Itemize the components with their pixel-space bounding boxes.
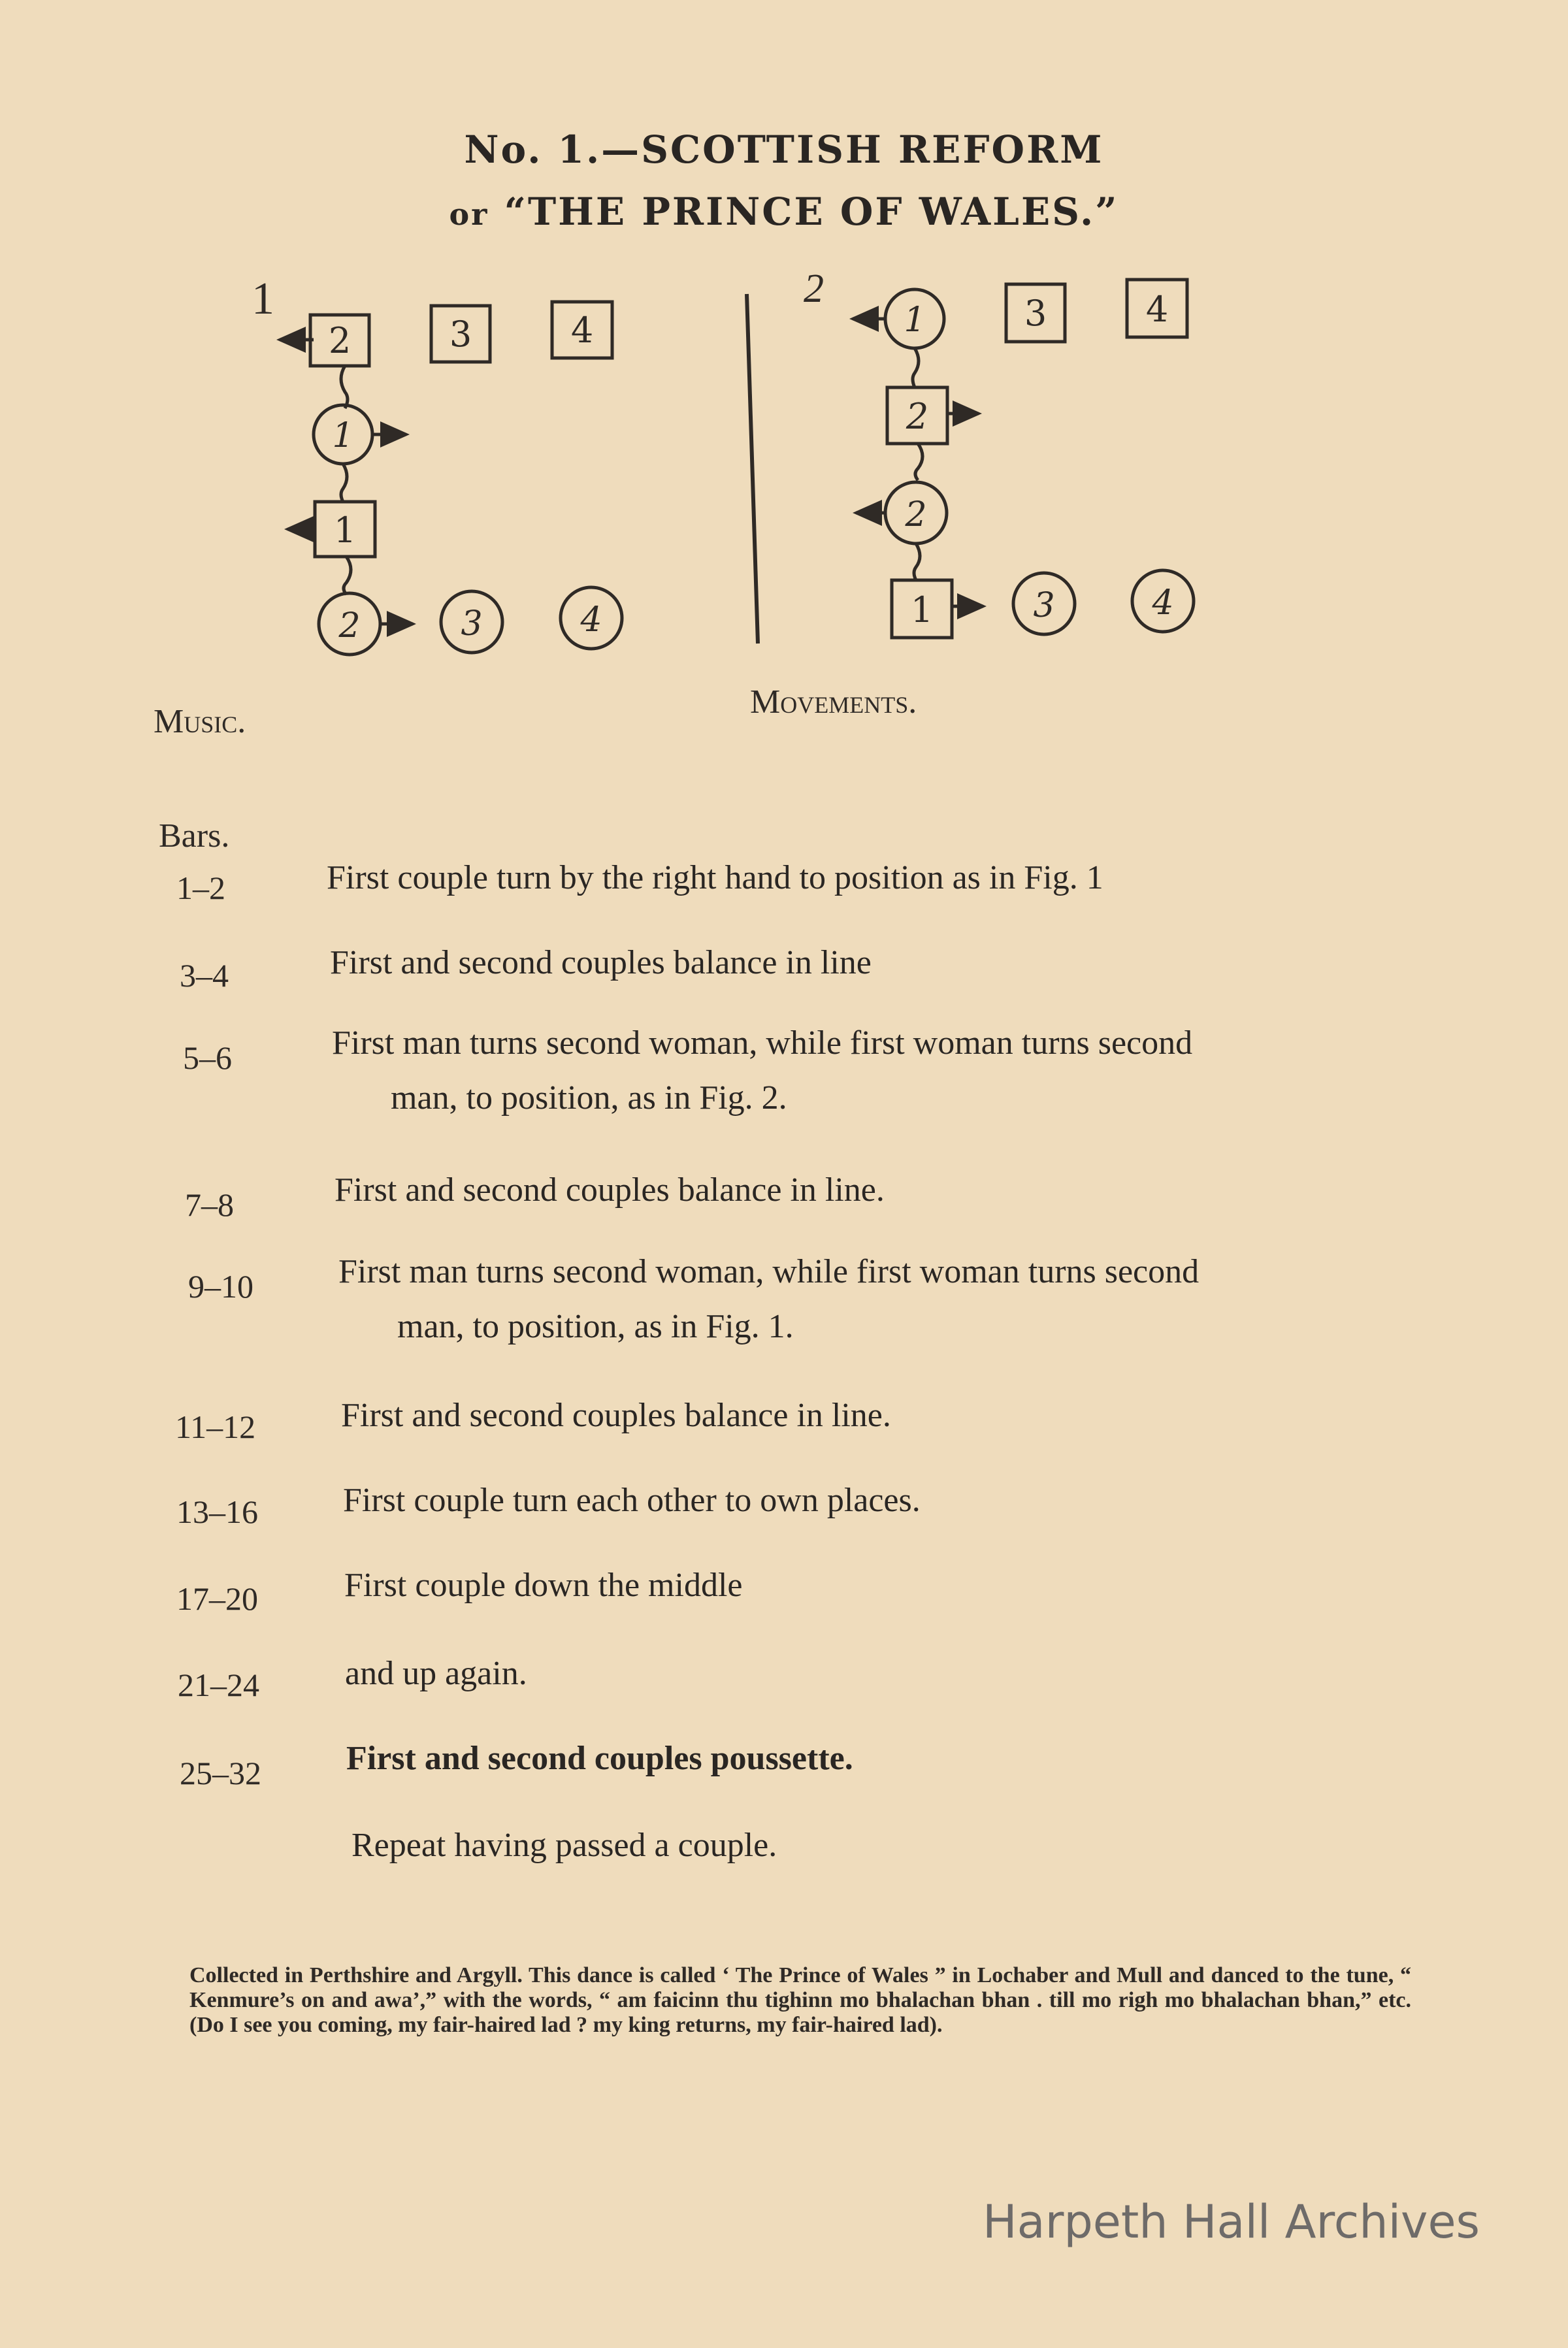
fig1-circle-3-label: 3 [461, 604, 483, 644]
movement-text: First man turns second woman, while first woman turns second man, to position, as in Fig. 2. [332, 1024, 1193, 1117]
fig1-link-3 [344, 557, 351, 595]
movement-text: First and second couples balance in line. [341, 1397, 891, 1434]
fig1-square-3-label: 3 [449, 314, 472, 355]
movement-text: Repeat having passed a couple. [351, 1827, 777, 1864]
bars-value: 9–10 [188, 1268, 253, 1305]
archive-watermark: Harpeth Hall Archives [983, 2195, 1480, 2249]
movement-text: First man turns second woman, while first woman turns second man, to position, as in Fig. 1. [338, 1253, 1200, 1345]
fig1-square-4-label: 4 [570, 310, 594, 351]
bars-value: 11–12 [175, 1409, 256, 1445]
bars-value: 7–8 [185, 1186, 234, 1223]
figure-divider [747, 294, 758, 644]
figure-1 [280, 302, 622, 655]
fig2-link-2 [915, 444, 923, 480]
fig2-label: 2 [804, 267, 824, 311]
fig1-link-1 [341, 366, 348, 408]
bars-heading: Bars. [159, 817, 230, 855]
fig2-circle-2-label: 2 [905, 495, 927, 534]
fig2-link-1 [913, 348, 919, 387]
bars-value: 5–6 [183, 1039, 232, 1076]
fig2-link-3 [914, 544, 920, 580]
fig2-square-1-label: 1 [910, 589, 934, 630]
fig2-square-3-label: 3 [1024, 293, 1047, 334]
fig1-square-1-label: 1 [333, 510, 357, 551]
dance-figures-diagram [0, 0, 1568, 719]
movement-text: First and second couples balance in line [330, 944, 872, 981]
fig2-square-2-label: 2 [906, 396, 929, 437]
fig2-circle-1-label: 1 [904, 301, 926, 340]
fig2-circle-4-label: 4 [1152, 583, 1174, 623]
movement-text: First and second couples balance in line. [335, 1171, 885, 1209]
fig1-link-2 [341, 464, 347, 502]
movement-text: First couple down the middle [344, 1567, 743, 1604]
fig1-circle-2-label: 2 [338, 606, 361, 645]
footnote: Collected in Perthshire and Argyll. This dance is called ‘ The Prince of Wales ” in Lochaber and Mull and danced to the tune, “ Kenmure’s on and awa’,” with the words, “ am faicinn thu tighinn mo bhalachan bhan . till mo righ mo bhalachan bhan,” etc. (Do I see you coming, my fair-haired lad ? my king returns, my fair-haired lad). [189, 1963, 1411, 2037]
bars-value: 13–16 [176, 1493, 258, 1530]
figure-2 [853, 280, 1194, 638]
fig2-square-4-label: 4 [1145, 289, 1169, 330]
bars-value: 1–2 [176, 870, 225, 906]
title-prince-of-wales: “THE PRINCE OF WALES.” [504, 189, 1119, 234]
title-or: or [449, 197, 489, 232]
movement-text: First and second couples poussette. [346, 1740, 853, 1777]
fig1-square-2-label: 2 [328, 320, 351, 361]
music-heading: Music. [154, 703, 246, 740]
movement-text: and up again. [345, 1655, 527, 1692]
title-line-1: No. 1.—SCOTTISH REFORM [464, 127, 1104, 172]
fig1-circle-1-label: 1 [332, 416, 354, 455]
bars-value: 17–20 [176, 1580, 258, 1617]
movement-text: First couple turn each other to own places. [343, 1482, 921, 1519]
bars-value: 21–24 [178, 1667, 259, 1703]
fig1-circle-4-label: 4 [580, 600, 602, 640]
movements-heading: Movements. [750, 683, 917, 721]
bars-value: 3–4 [180, 957, 229, 994]
movement-text: First couple turn by the right hand to position as in Fig. 1 [327, 859, 1103, 896]
bars-value: 25–32 [180, 1755, 261, 1791]
fig2-circle-3-label: 3 [1033, 586, 1055, 625]
fig1-label: 1 [252, 274, 274, 324]
